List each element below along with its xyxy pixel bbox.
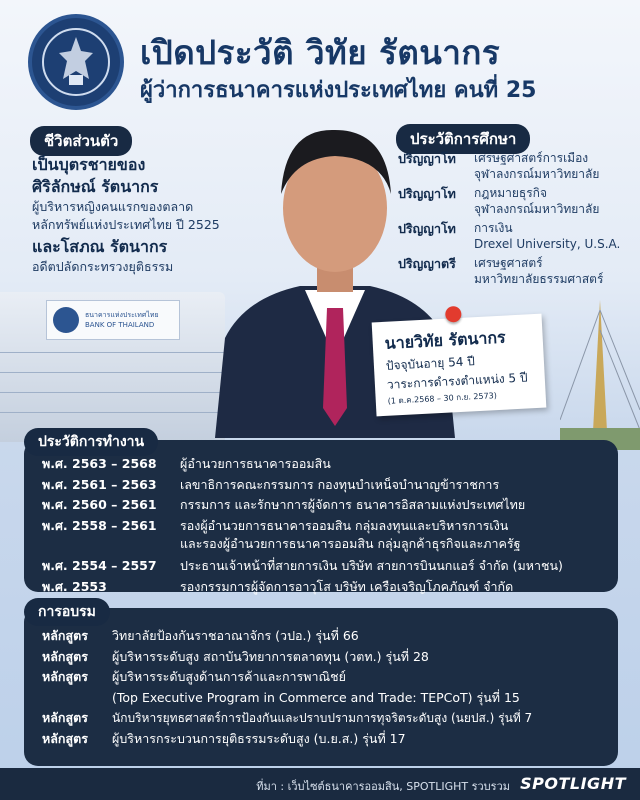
degree-label: ปริญญาตรี <box>398 256 456 271</box>
work-row <box>42 454 606 475</box>
name-card <box>372 314 547 417</box>
degree-field: การเงิน <box>474 221 513 235</box>
training-row <box>42 708 606 729</box>
work-position: เลขาธิการคณะกรรมการ กองทุนบำเหน็จบำนาญข้าราชการ <box>180 476 500 492</box>
work-years: พ.ศ. 2561 – 2563 <box>42 476 157 492</box>
bank-of-thailand-logo <box>28 14 124 110</box>
son-of-text: เป็นบุตรชายของ <box>32 155 146 174</box>
training-text: ผู้บริหารกระบวนการยุติธรรมระดับสูง (บ.ย.ส.) รุ่นที่ 17 <box>112 730 406 746</box>
sign-line-english: BANK OF THAILAND <box>85 321 155 329</box>
training-label: หลักสูตร <box>42 669 88 684</box>
work-years: พ.ศ. 2560 – 2561 <box>42 497 157 512</box>
father-name: และโสภณ รัตนากร <box>32 237 168 256</box>
mother-desc-1: ผู้บริหารหญิงคนแรกของตลาด <box>32 199 194 214</box>
spotlight-logo: SPOTLIGHT <box>520 774 626 793</box>
training-text: (Top Executive Program in Commerce and Trade: TEPCoT) รุ่นที่ 15 <box>112 689 520 705</box>
degree-school: มหาวิทยาลัยธรรมศาสตร์ <box>474 272 604 286</box>
work-row <box>42 536 606 552</box>
work-row <box>42 475 606 496</box>
training-row <box>42 626 606 647</box>
work-row <box>42 516 606 537</box>
training-row <box>42 667 606 688</box>
page-title: เปิดประวัติ วิทัย รัตนากร <box>140 33 501 72</box>
source-credit: ที่มา : เว็บไซต์ธนาคารออมสิน, SPOTLIGHT รวบรวม <box>256 780 510 793</box>
father-desc: อดีตปลัดกระทรวงยุติธรรม <box>32 259 174 274</box>
degree-field: เศรษฐศาสตร์การเมือง <box>474 151 589 165</box>
work-years: พ.ศ. 2554 – 2557 <box>42 558 157 573</box>
training-text: ผู้บริหารระดับสูงด้านการค้าและการพาณิชย์ <box>112 669 346 684</box>
personal-heading: ชีวิตส่วนตัว <box>30 126 132 156</box>
work-years: พ.ศ. 2553 <box>42 578 107 594</box>
work-position: รองกรรมการผู้จัดการอาวุโส บริษัท เครือเจริญโภคภัณฑ์ จำกัด <box>180 578 514 594</box>
work-heading: ประวัติการทำงาน <box>24 428 158 456</box>
namecard-term: วาระการดำรงตำแหน่ง 5 ปี <box>386 370 528 392</box>
degree-label: ปริญญาโท <box>398 221 456 236</box>
work-row <box>42 556 606 577</box>
work-row <box>42 577 606 598</box>
work-position: ประธานเจ้าหน้าที่สายการเงิน บริษัท สายการบินนกแอร์ จำกัด (มหาชน) <box>180 558 563 573</box>
mother-desc-2: หลักทรัพย์แห่งประเทศไทย ปี 2525 <box>32 217 220 232</box>
bridge-image <box>560 300 640 450</box>
training-row <box>42 688 606 709</box>
training-panel <box>24 608 618 766</box>
namecard-dates: (1 ต.ค.2568 – 30 ก.ย. 2573) <box>387 391 498 406</box>
sign-line-thai: ธนาคารแห่งประเทศไทย <box>85 311 159 319</box>
degree-school: จุฬาลงกรณ์มหาวิทยาลัย <box>474 202 600 216</box>
training-text: นักบริหารยุทธศาสตร์การป้องกันและปราบปรามการทุจริตระดับสูง (นยปส.) รุ่นที่ 7 <box>112 711 533 725</box>
degree-school: จุฬาลงกรณ์มหาวิทยาลัย <box>474 167 600 181</box>
page-subtitle: ผู้ว่าการธนาคารแห่งประเทศไทย คนที่ 25 <box>140 78 537 103</box>
degree-field: เศรษฐศาสตร์ <box>474 256 543 270</box>
work-row <box>42 495 606 516</box>
training-text: ผู้บริหารระดับสูง สถาบันวิทยาการตลาดทุน (วตท.) รุ่นที่ 28 <box>112 648 429 664</box>
work-position: และรองผู้อำนวยการธนาคารออมสิน กลุ่มลูกค้าธุรกิจและภาครัฐ <box>180 536 521 551</box>
namecard-name: นายวิทัย รัตนากร <box>384 327 507 353</box>
namecard-age: ปัจจุบันอายุ 54 ปี <box>385 354 476 373</box>
degree-label: ปริญญาโท <box>398 186 456 201</box>
training-row <box>42 647 606 668</box>
work-years: พ.ศ. 2563 – 2568 <box>42 456 157 471</box>
training-label: หลักสูตร <box>42 730 88 746</box>
training-row <box>42 729 606 750</box>
work-years: พ.ศ. 2558 – 2561 <box>42 517 157 533</box>
degree-school: Drexel University, U.S.A. <box>474 237 621 251</box>
training-label: หลักสูตร <box>42 710 88 725</box>
training-label: หลักสูตร <box>42 648 88 664</box>
pushpin-icon <box>445 306 462 323</box>
bank-emblem-icon <box>53 307 79 333</box>
work-history-panel <box>24 440 618 592</box>
education-heading: ประวัติการศึกษา <box>396 124 530 154</box>
training-text: วิทยาลัยป้องกันราชอาณาจักร (วปอ.) รุ่นที่ 66 <box>112 628 359 643</box>
degree-field: กฎหมายธุรกิจ <box>474 186 547 200</box>
training-label: หลักสูตร <box>42 628 88 643</box>
training-label <box>42 688 112 709</box>
work-position: ผู้อำนวยการธนาคารออมสิน <box>180 456 331 471</box>
bank-of-thailand-seal-icon <box>41 27 111 97</box>
training-heading: การอบรม <box>24 598 110 626</box>
work-position: รองผู้อำนวยการธนาคารออมสิน กลุ่มลงทุนและบริหารการเงิน <box>180 517 509 533</box>
footer-bar <box>0 768 640 800</box>
mother-name: ศิริลักษณ์ รัตนากร <box>32 177 159 196</box>
work-years <box>42 536 180 552</box>
building-sign <box>46 300 180 340</box>
work-position: กรรมการ และรักษาการผู้จัดการ ธนาคารอิสลามแห่งประเทศไทย <box>180 497 526 512</box>
degree-label: ปริญญาโท <box>398 151 456 166</box>
